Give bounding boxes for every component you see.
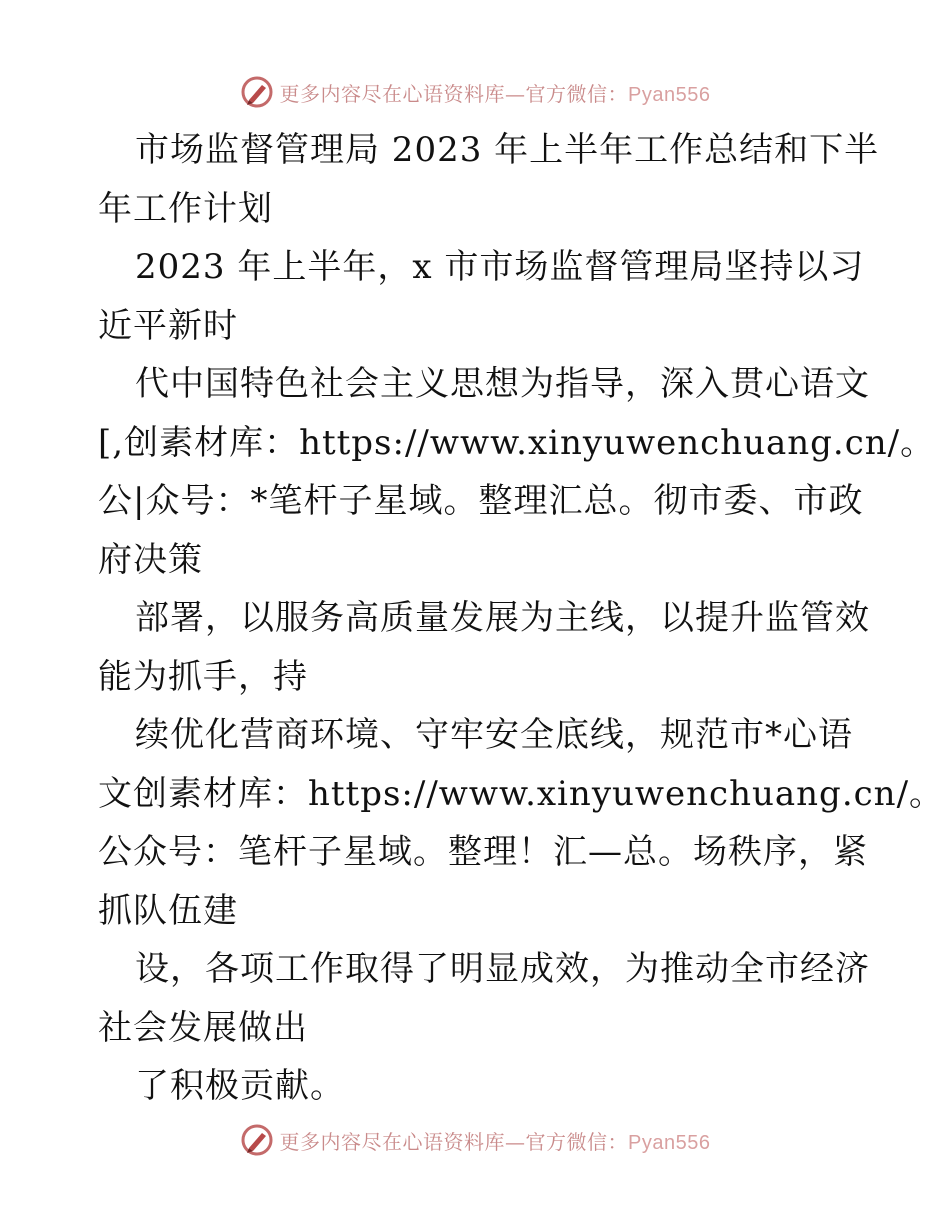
paragraph-line: 社会发展做出 xyxy=(98,1007,308,1048)
paragraph-line: 府决策 xyxy=(98,539,203,580)
watermark-text: 更多内容尽在心语资料库—官方微信：Pyan556 xyxy=(279,1129,711,1154)
paragraph-line: 文创素材库：https://www.xinyuwenchuang.cn/。 xyxy=(98,773,945,814)
paragraph-line: 2023 年上半年，x 市市场监督管理局坚持以习 xyxy=(135,247,865,287)
paragraph-line: 能为抓手，持 xyxy=(98,656,308,697)
pen-logo-icon xyxy=(240,1123,274,1157)
title-line-1: 市场监督管理局 2023 年上半年工作总结和下半 xyxy=(135,130,880,170)
paragraph-line: 近平新时 xyxy=(98,305,238,346)
paragraph-line: [,创素材库：https://www.xinyuwenchuang.cn/。 xyxy=(98,422,936,463)
pen-logo-icon xyxy=(240,75,274,109)
paragraph-line: 公众号：笔杆子星域。整理！汇—总。场秩序，紧 xyxy=(98,832,868,872)
watermark-text: 更多内容尽在心语资料库—官方微信：Pyan556 xyxy=(279,81,711,106)
paragraph-line: 设，各项工作取得了明显成效，为推动全市经济 xyxy=(135,949,870,989)
paragraph-line: 了积极贡献。 xyxy=(135,1066,345,1106)
paragraph-line: 续优化营商环境、守牢安全底线，规范市*心语 xyxy=(135,715,853,755)
paragraph-line: 部署，以服务高质量发展为主线，以提升监管效 xyxy=(135,598,870,638)
title-line-2: 年工作计划 xyxy=(98,188,273,229)
paragraph-line: 代中国特色社会主义思想为指导，深入贯心语文 xyxy=(135,364,870,404)
header-watermark xyxy=(0,72,950,112)
paragraph-line: 公|众号：*笔杆子星域。整理汇总。彻市委、市政 xyxy=(98,481,864,521)
paragraph-line: 抓队伍建 xyxy=(98,890,238,931)
document-body xyxy=(98,121,945,1116)
footer-watermark xyxy=(0,1120,950,1160)
